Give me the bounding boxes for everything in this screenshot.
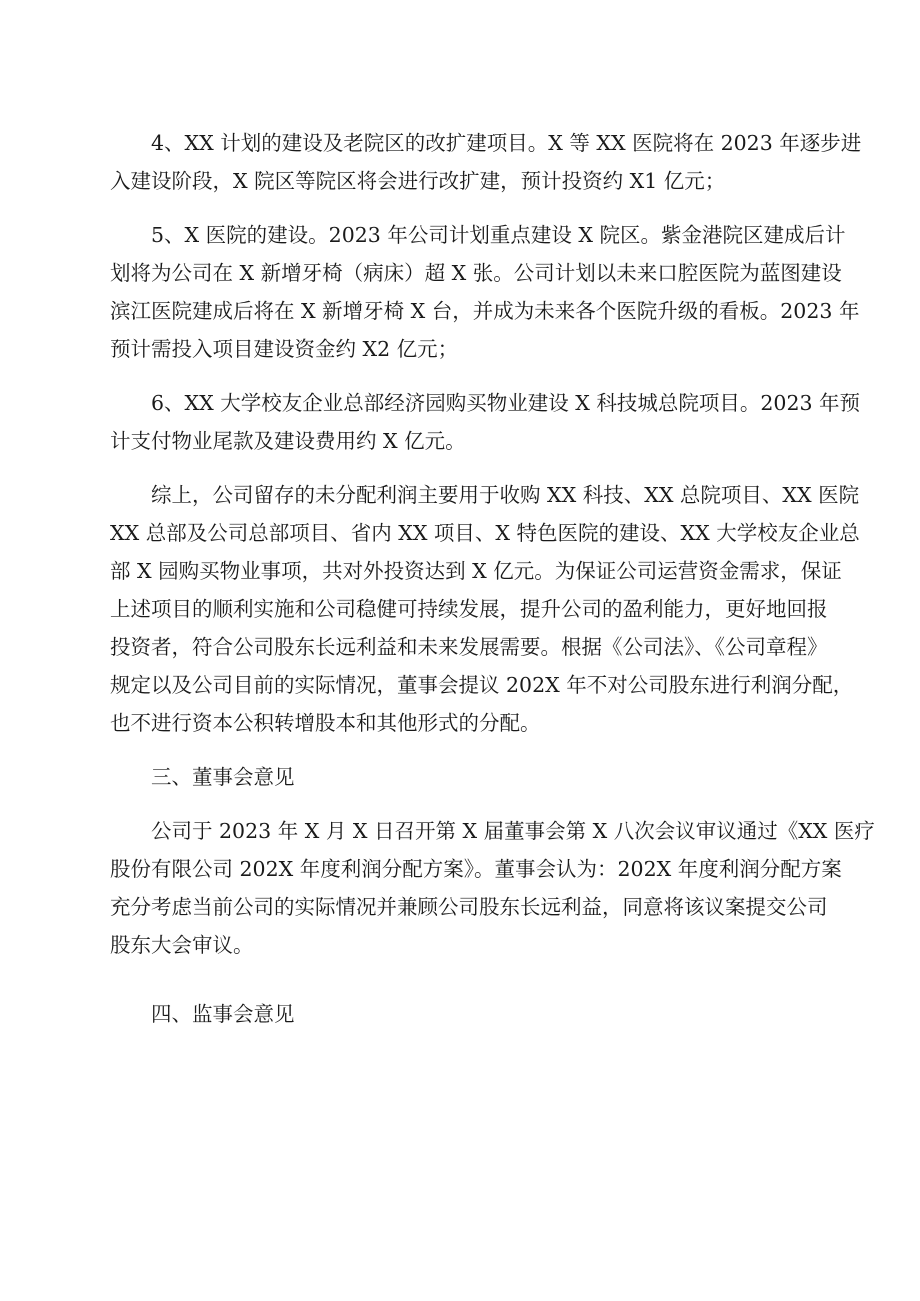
text-line: 也不进行资本公积转增股本和其他形式的分配。: [110, 711, 541, 735]
paragraph-item-4: [110, 124, 862, 200]
text-line: 公司于 2023 年 X 月 X 日召开第 X 届董事会第 X 八次会议审议通过《XX 医疗: [151, 819, 875, 843]
text-line: 上述项目的顺利实施和公司稳健可持续发展，提升公司的盈利能力，更好地回报: [110, 597, 828, 621]
paragraph-item-5: [110, 216, 860, 368]
paragraph-item-6: [110, 384, 861, 460]
heading-text: 三、董事会意见: [151, 765, 295, 789]
paragraph-board-opinion: [110, 812, 875, 964]
section-heading-supervisory-opinion: [151, 995, 811, 1033]
text-line: 6、XX 大学校友企业总部经济园购买物业建设 X 科技城总院项目。2023 年预: [151, 391, 861, 415]
text-line: 4、XX 计划的建设及老院区的改扩建项目。X 等 XX 医院将在 2023 年逐步进: [151, 131, 862, 155]
text-line: 充分考虑当前公司的实际情况并兼顾公司股东长远利益，同意将该议案提交公司: [110, 895, 828, 919]
paragraph-summary: [110, 476, 860, 742]
text-line: 股东大会审议。: [110, 933, 254, 957]
text-line: 计支付物业尾款及建设费用约 X 亿元。: [110, 429, 466, 453]
text-line: 入建设阶段，X 院区等院区将会进行改扩建，预计投资约 X1 亿元；: [110, 169, 726, 193]
section-heading-board-opinion: [151, 758, 811, 796]
heading-text: 四、监事会意见: [151, 1002, 295, 1026]
text-line: 划将为公司在 X 新增牙椅（病床）超 X 张。公司计划以未来口腔医院为蓝图建设: [110, 261, 842, 285]
text-line: XX 总部及公司总部项目、省内 XX 项目、X 特色医院的建设、XX 大学校友企业总: [110, 521, 860, 545]
text-line: 股份有限公司 202X 年度利润分配方案》。董事会认为：202X 年度利润分配方案: [110, 857, 842, 881]
text-line: 综上，公司留存的未分配利润主要用于收购 XX 科技、XX 总院项目、XX 医院: [151, 483, 860, 507]
text-line: 规定以及公司目前的实际情况，董事会提议 202X 年不对公司股东进行利润分配，: [110, 673, 854, 697]
text-line: 5、X 医院的建设。2023 年公司计划重点建设 X 院区。紫金港院区建成后计: [151, 223, 846, 247]
text-line: 预计需投入项目建设资金约 X2 亿元；: [110, 337, 459, 361]
text-line: 滨江医院建成后将在 X 新增牙椅 X 台，并成为未来各个医院升级的看板。2023 年: [110, 299, 860, 323]
text-line: 部 X 园购买物业事项，共对外投资达到 X 亿元。为保证公司运营资金需求，保证: [110, 559, 842, 583]
text-line: 投资者，符合公司股东长远利益和未来发展需要。根据《公司法》、《公司章程》: [110, 635, 828, 659]
